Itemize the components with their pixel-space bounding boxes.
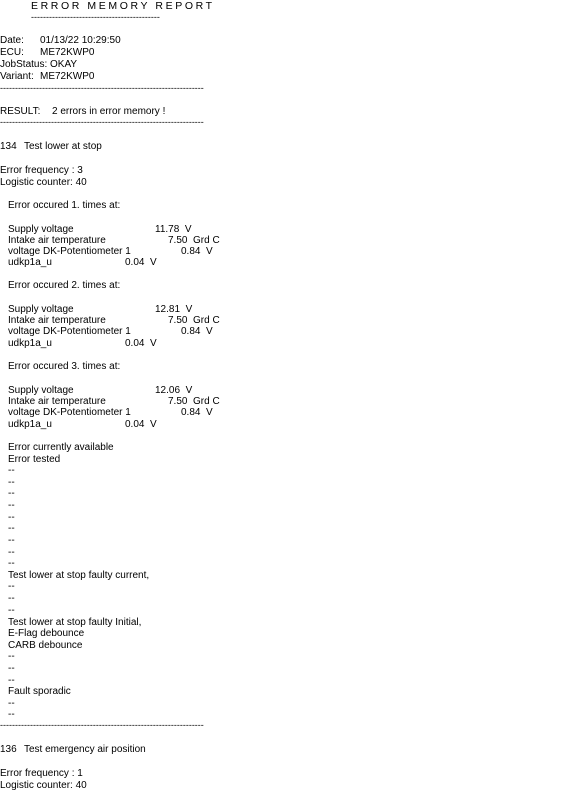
status-dash: -- [8, 512, 15, 523]
status-dash: -- [8, 558, 15, 569]
measure-value: 7.50 Grd C [168, 235, 220, 246]
ecu-label: ECU: [0, 47, 24, 58]
measure-label: voltage DK-Potentiometer 1 [8, 326, 131, 337]
measure-label: udkp1a_u [8, 257, 52, 268]
status-dash: -- [8, 709, 15, 720]
date-label: Date: [0, 35, 24, 46]
error-code: 134 [0, 141, 17, 152]
status-dash: -- [8, 581, 15, 592]
status-dash: -- [8, 488, 15, 499]
result-value: 2 errors in error memory ! [52, 106, 166, 117]
status-dash: -- [8, 675, 15, 686]
title-underline: ------------------------------------------- [31, 12, 160, 22]
error-frequency: Error frequency : 1 [0, 768, 83, 779]
measure-value: 0.04 V [125, 257, 157, 268]
measure-label: udkp1a_u [8, 419, 52, 430]
measure-value: 7.50 Grd C [168, 396, 220, 407]
measure-value: 0.04 V [125, 338, 157, 349]
error-frequency: Error frequency : 3 [0, 165, 83, 176]
error-code: 136 [0, 744, 17, 755]
occurrence-heading: Error occured 2. times at: [8, 280, 121, 291]
measure-label: Intake air temperature [8, 396, 106, 407]
status-dash: -- [8, 605, 15, 616]
status-line: Fault sporadic [8, 686, 71, 697]
status-dash: -- [8, 547, 15, 558]
status-dash: -- [8, 593, 15, 604]
status-line: E-Flag debounce [8, 628, 85, 639]
error-name: Test emergency air position [24, 744, 146, 755]
separator: -------------------------------------------------------------------- [0, 720, 204, 730]
measure-value: 7.50 Grd C [168, 315, 220, 326]
error-name: Test lower at stop [24, 141, 102, 152]
measure-label: voltage DK-Potentiometer 1 [8, 246, 131, 257]
measure-label: Supply voltage [8, 385, 74, 396]
date-value: 01/13/22 10:29:50 [40, 35, 121, 46]
status-dash: -- [8, 500, 15, 511]
logistic-counter: Logistic counter: 40 [0, 177, 87, 188]
status-dash: -- [8, 651, 15, 662]
jobstatus: JobStatus: OKAY [0, 59, 78, 70]
occurrence-heading: Error occured 3. times at: [8, 361, 121, 372]
variant-value: ME72KWP0 [40, 71, 95, 82]
separator: -------------------------------------------------------------------- [0, 83, 204, 93]
status-line: Test lower at stop faulty current, [8, 570, 150, 581]
status-dash: -- [8, 663, 15, 674]
variant-label: Variant: [0, 71, 34, 82]
measure-label: Intake air temperature [8, 315, 106, 326]
measure-value: 0.04 V [125, 419, 157, 430]
separator: -------------------------------------------------------------------- [0, 117, 204, 127]
ecu-value: ME72KWP0 [40, 47, 95, 58]
status-line: CARB debounce [8, 640, 83, 651]
measure-label: Supply voltage [8, 224, 74, 235]
result-label: RESULT: [0, 106, 41, 117]
measure-value: 0.84 V [181, 407, 213, 418]
measure-value: 0.84 V [181, 326, 213, 337]
status-line: Test lower at stop faulty Initial, [8, 617, 142, 628]
measure-value: 12.81 V [155, 304, 193, 315]
measure-value: 11.78 V [155, 224, 192, 235]
status-dash: -- [8, 477, 15, 488]
measure-label: Intake air temperature [8, 235, 106, 246]
status-dash: -- [8, 465, 15, 476]
measure-value: 12.06 V [155, 385, 193, 396]
status-dash: -- [8, 698, 15, 709]
logistic-counter: Logistic counter: 40 [0, 780, 87, 791]
status-line: Error tested [8, 454, 61, 465]
measure-label: udkp1a_u [8, 338, 52, 349]
measure-value: 0.84 V [181, 246, 213, 257]
status-dash: -- [8, 535, 15, 546]
occurrence-heading: Error occured 1. times at: [8, 200, 121, 211]
measure-label: Supply voltage [8, 304, 74, 315]
measure-label: voltage DK-Potentiometer 1 [8, 407, 131, 418]
status-line: Error currently available [8, 442, 114, 453]
report-title: ERROR MEMORY REPORT [31, 0, 215, 12]
status-dash: -- [8, 523, 15, 534]
